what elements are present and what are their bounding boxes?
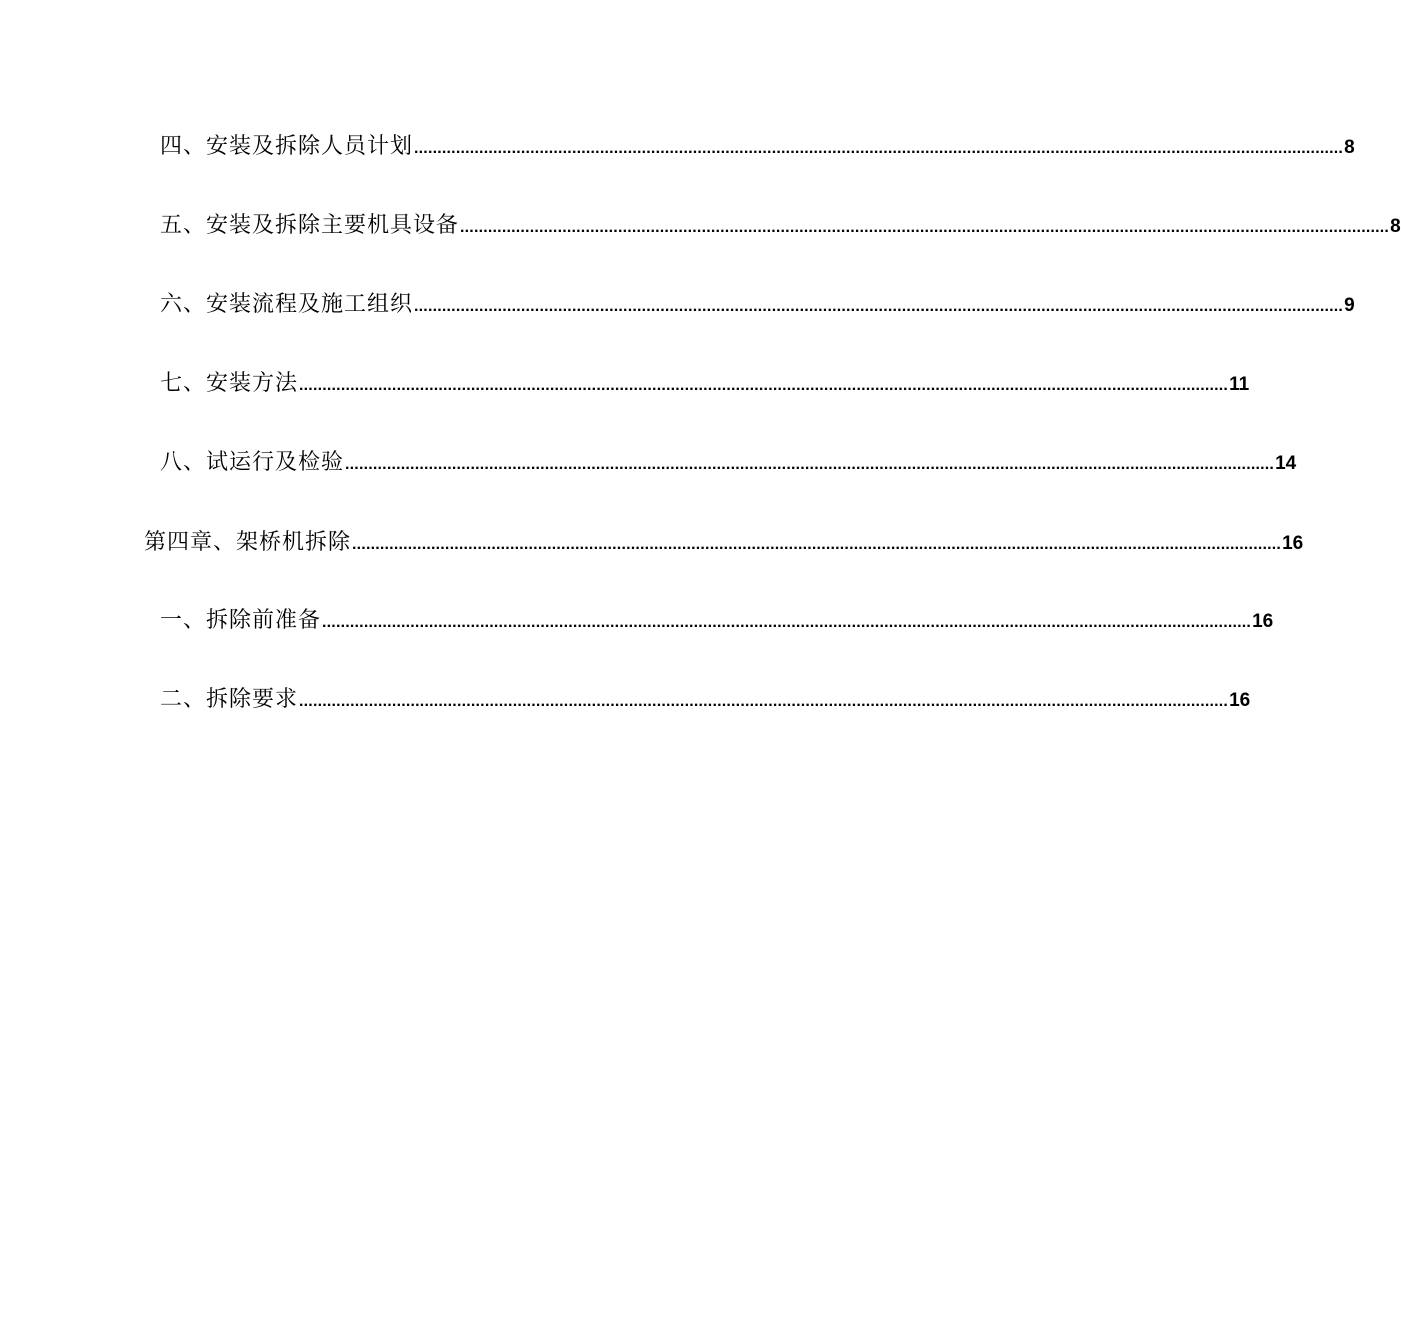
toc-entry-title: 五、安装及拆除主要机具设备 [160, 213, 460, 238]
toc-entry-title: 二、拆除要求 [160, 687, 299, 712]
toc-page-number: 16 [1252, 611, 1274, 632]
toc-page-number: 9 [1344, 295, 1355, 316]
toc-entry-title: 四、安装及拆除人员计划 [160, 134, 414, 159]
dot-leader: ........................................................................................................................................................................................................ [299, 377, 1229, 394]
toc-entry[interactable] [160, 211, 1401, 241]
dot-leader: ........................................................................................................................................................................................................ [460, 219, 1390, 236]
toc-entry[interactable] [160, 448, 1297, 478]
dot-leader: ........................................................................................................................................................................................................ [322, 614, 1252, 631]
toc-entry[interactable] [160, 290, 1355, 320]
toc-entry[interactable] [160, 369, 1250, 399]
toc-page-number: 8 [1344, 137, 1355, 158]
toc-entry[interactable] [160, 685, 1251, 715]
dot-leader: ........................................................................................................................................................................................................ [414, 298, 1344, 315]
toc-page-number: 8 [1390, 216, 1401, 237]
dot-leader: ........................................................................................................................................................................................................ [345, 456, 1275, 473]
toc-entry-title: 七、安装方法 [160, 371, 299, 396]
toc-page-number: 16 [1229, 690, 1251, 711]
toc-entry[interactable] [160, 606, 1274, 636]
toc-chapter-entry[interactable] [144, 528, 1304, 558]
dot-leader: ........................................................................................................................................................................................................ [299, 693, 1229, 710]
toc-entry-title: 一、拆除前准备 [160, 608, 322, 633]
toc-entry-title: 六、安装流程及施工组织 [160, 292, 414, 317]
toc-page-number: 16 [1282, 533, 1304, 554]
toc-entry-title: 第四章、架桥机拆除 [144, 530, 352, 555]
dot-leader: ........................................................................................................................................................................................................ [414, 140, 1344, 157]
toc-page-number: 14 [1275, 453, 1297, 474]
toc-page-number: 11 [1229, 374, 1250, 395]
toc-entry[interactable] [160, 132, 1355, 162]
toc-entry-title: 八、试运行及检验 [160, 450, 345, 475]
dot-leader: ........................................................................................................................................................................................................ [352, 536, 1282, 553]
